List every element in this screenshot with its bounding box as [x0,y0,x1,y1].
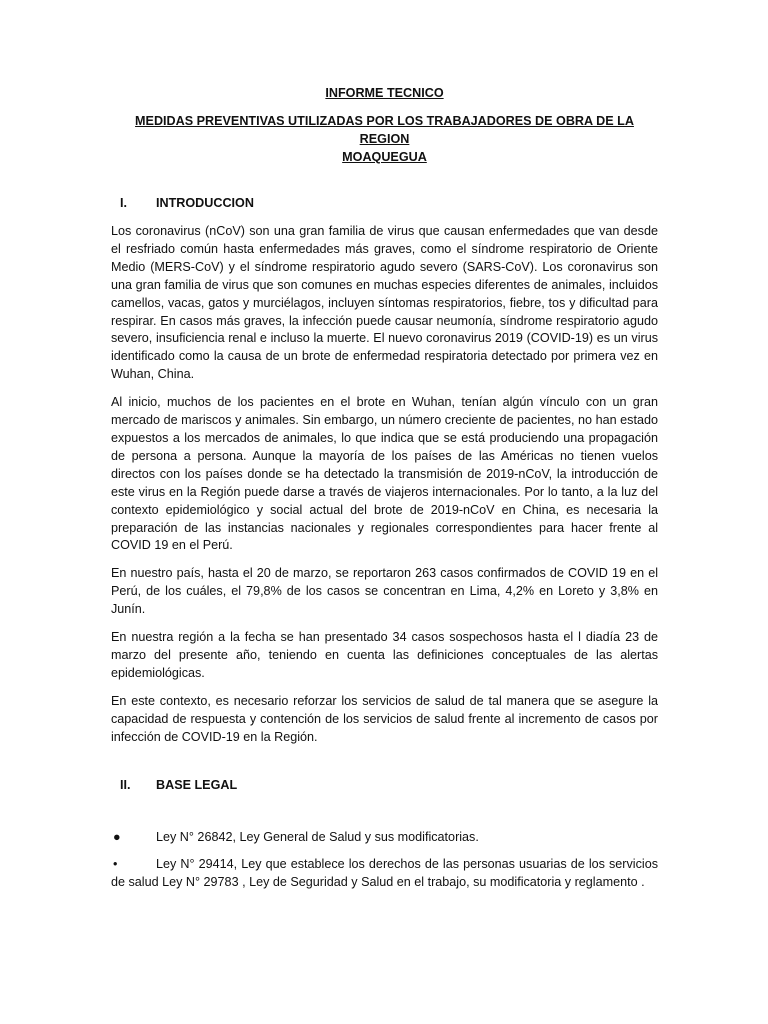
document-content [111,84,658,892]
section-number: II. [120,778,131,793]
paragraph: Los coronavirus (nCoV) son una gran familia de virus que causan enfermedades que van desde el resfriado común hasta enfermedades más graves, como el síndrome respiratorio de Oriente Medio (MERS-CoV) y el síndrome respiratorio agudo severo (SARS-CoV). Los coronavirus son una gran familia de virus que son comunes en muchas especies diferentes de animales, incluidos camellos, vacas, gatos y murciélagos, incluyen síntomas respiratorios, fiebre, tos y dificultad para respirar. En casos más graves, la infección puede causar neumonía, síndrome respiratorio agudo severo, insuficiencia renal e incluso la muerte. El nuevo coronavirus 2019 (COVID-19) es un virus identificado como la causa de un brote de enfermedad respiratoria detectado por primera vez en Wuhan, China. [111,224,658,382]
paragraph: En nuestro país, hasta el 20 de marzo, se reportaron 263 casos confirmados de COVID 19 en el Perú, de los cuáles, el 79,8% de los casos se concentran en Lima, 4,2% en Loreto y 3,8% en Junín. [111,566,658,617]
list-item-text: Ley N° 26842, Ley General de Salud y sus modificatorias. [156,830,479,845]
document-subtitle-line2: MOAQUEGUA [342,150,427,164]
list-item [111,828,658,846]
paragraph: Al inicio, muchos de los pacientes en el brote en Wuhan, tenían algún vínculo con un gran mercado de mariscos y animales. Sin embargo, un número creciente de pacientes, no han estado expuestos a los mercados de animales, lo que indica que se está produciendo una propagación de persona a persona. Aunque la mayoría de los países de las Américas no tienen vuelos directos con los países donde se ha detectado la transmisión de 2019-nCoV, la introducción de este virus en la Región puede darse a través de viajeros internacionales. Por lo tanto, a la luz del contexto epidemiológico y social actual del brote de 2019-nCoV en China, es necesaria la preparación de las instancias nacionales y regionales correspondientes para hacer frente al COVID 19 en el Perú. [111,395,658,553]
list-item [111,856,658,892]
section-number: I. [120,196,127,210]
paragraph: En nuestra región a la fecha se han presentado 34 casos sospechosos hasta el l diadía 23 de marzo del presente año, teniendo en cuenta las definiciones conceptuales de las alertas epidemiológicas. [111,630,658,680]
list-item-text: Ley N° 29414, Ley que establece los derechos de las personas usuarias de los servicios de salud Ley N° 29783 , Ley de Seguridad y Salud en el trabajo, su modificatoria y reglamento . [111,857,658,890]
section-title: INTRODUCCION [156,196,254,210]
section-heading-base-legal [111,776,658,794]
document-subtitle-line1: MEDIDAS PREVENTIVAS UTILIZADAS POR LOS TRABAJADORES DE OBRA DE LA REGION [135,114,634,146]
bullet-icon: • [113,857,118,872]
section-title: BASE LEGAL [156,778,238,793]
document-subtitle [111,112,658,166]
document-title: INFORME TECNICO [325,86,444,100]
paragraph: En este contexto, es necesario reforzar los servicios de salud de tal manera que se asegure la capacidad de respuesta y contención de los servicios de salud frente al incremento de casos por infección de COVID-19 en la Región. [111,693,658,744]
bullet-icon: ● [113,830,121,845]
section-heading-introduccion [111,194,658,212]
